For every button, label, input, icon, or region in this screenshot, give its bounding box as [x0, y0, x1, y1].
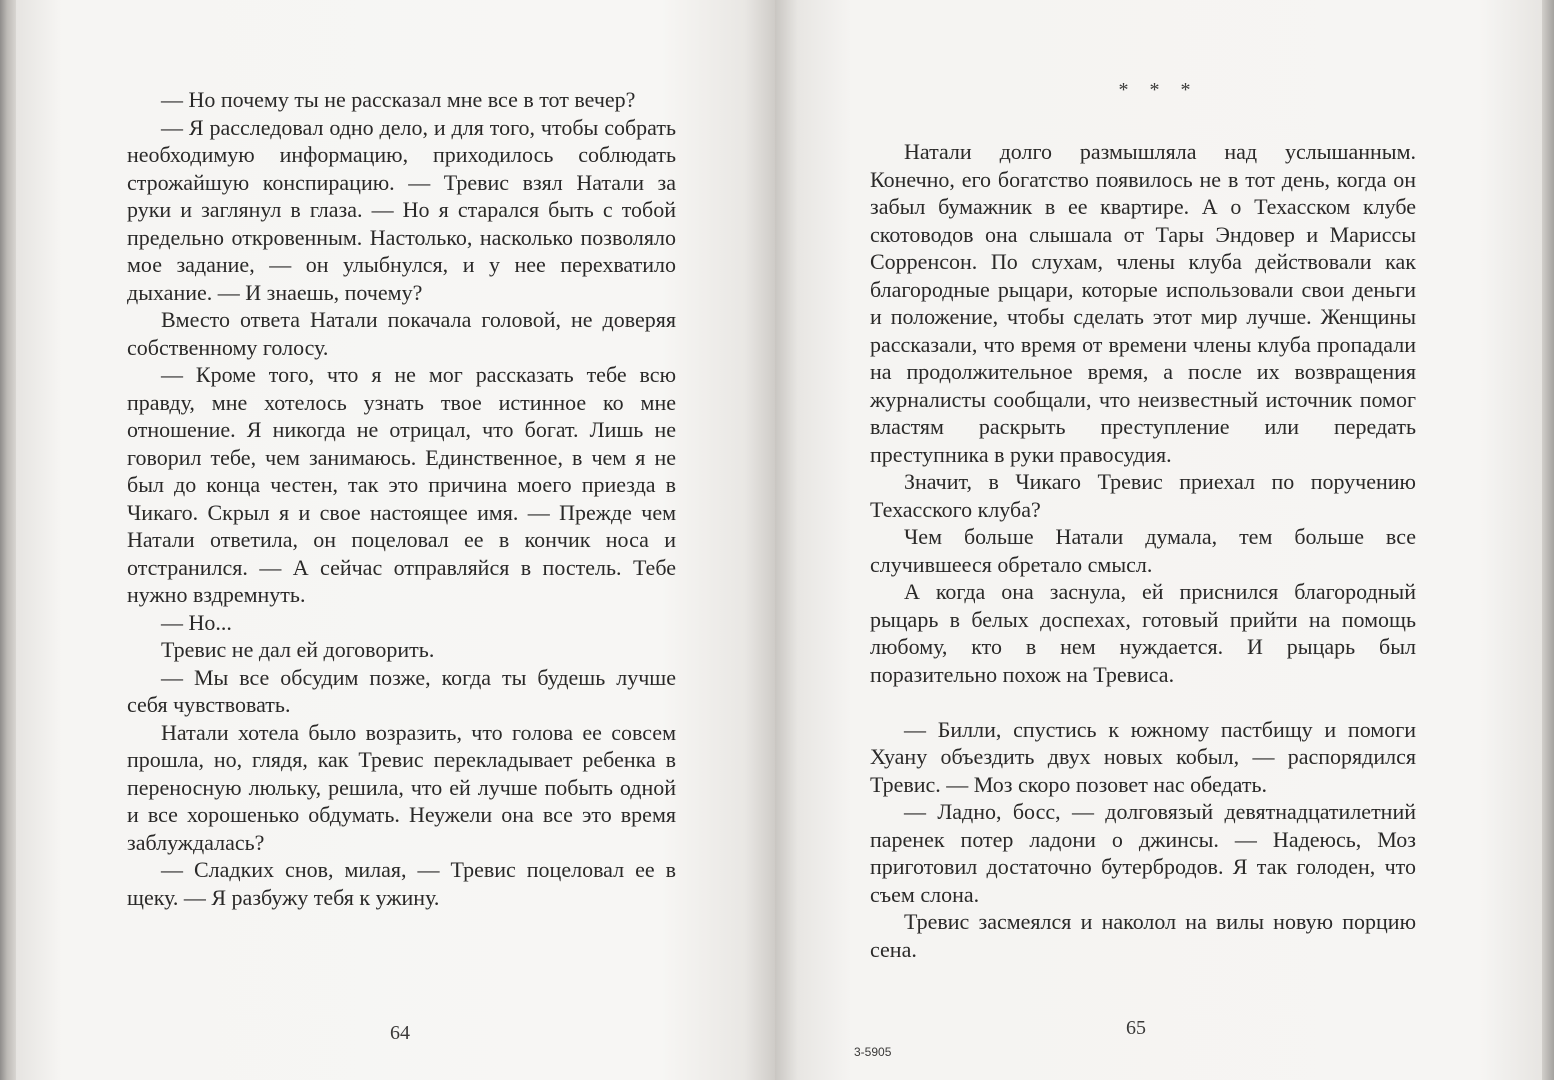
paragraph: Чем больше Натали думала, тем больше все случившееся обретало смысл. — [870, 524, 1416, 577]
page-number-right: 65 — [1126, 1017, 1146, 1039]
paragraph: — Мы все обсудим позже, когда ты будешь лучше себя чувствовать. — [127, 664, 676, 717]
paragraph: Натали хотела было возразить, что голова ее совсем прошла, но, глядя, как Тревис перекладывает ребенка в переносную люльку, решила, что ей лучше побыть одной и все хорошенько обдумать. Неужели она все это время заблуждалась? — [127, 719, 676, 855]
scene-gap — [870, 688, 1416, 716]
right-page — [775, 0, 1542, 1080]
paragraph: — Кроме того, что я не мог рассказать тебе всю правду, мне хотелось узнать твое истинное ко мне отношение. Я никогда не отрицал, что богат. Лишь не говорил тебе, чем занимаюсь. Единственное, в чем я не был до конца честен, так это причина моего приезда в Чикаго. Скрыл я и свое настоящее имя. — Прежде чем Натали ответила, он поцеловал ее в кончик носа и отстранился. — А сейчас отправляйся в постель. Тебе нужно вздремнуть. — [127, 362, 676, 607]
paragraph: — Я расследовал одно дело, и для того, чтобы собрать необходимую информацию, приходилось соблюдать строжайшую конспирацию. — Тревис взял Натали за руки и заглянул в глаза. — Но я старался быть с тобой предельно откровенным. Настолько, насколько позволяло мое задание, — он улыбнулся, и у нее перехватило дыхание. — И знаешь, почему? — [127, 114, 676, 305]
paragraph: Натали долго размышляла над услышанным. Конечно, его богатство появилось не в тот день, когда он забыл бумажник в ее квартире. А о Техасском клубе скотоводов она слышала от Тары Эндовер и Мариссы Сорренсон. По слухам, члены клуба действовали как благородные рыцари, которые использовали свои деньги и положение, чтобы сделать этот мир лучше. Женщины рассказали, что время от времени члены клуба пропадали на продолжительное время, а после их возвращения журналисты сообщали, что неизвестный источник помог властям раскрыть преступление или передать преступника в руки правосудия. — [870, 139, 1416, 467]
paragraph: Вместо ответа Натали покачала головой, не доверяя собственному голосу. — [127, 307, 676, 360]
paragraph: А когда она заснула, ей приснился благородный рыцарь в белых доспехах, готовый прийти на помощь любому, кто в нем нуждается. И рыцарь был поразительно похож на Тревиса. — [870, 579, 1416, 687]
paragraph: — Но почему ты не рассказал мне все в тот вечер? — [161, 87, 636, 112]
page-edges-right — [1542, 0, 1554, 1080]
paragraph: Значит, в Чикаго Тревис приехал по поручению Техасского клуба? — [870, 469, 1416, 522]
left-page — [16, 0, 775, 1080]
paragraph: Тревис не дал ей договорить. — [161, 637, 435, 662]
left-page-text — [127, 86, 676, 911]
page-number-left: 64 — [390, 1022, 410, 1044]
right-page-text — [870, 138, 1416, 963]
paragraph: Тревис засмеялся и наколол на вилы новую порцию сена. — [870, 909, 1416, 962]
paragraph: — Ладно, босс, — долговязый девятнадцатилетний паренек потер ладони о джинсы. — Надеюсь, Моз приготовил достаточно бутербродов. Я так голоден, что съем слона. — [870, 799, 1416, 907]
section-break: * * * — [1118, 79, 1199, 101]
paragraph: — Билли, спустись к южному пастбищу и помоги Хуану объездить двух новых кобыл, — распорядился Тревис. — Моз скоро позовет нас обедать. — [870, 716, 1416, 797]
paragraph: — Но... — [161, 609, 232, 635]
page-edges-left — [0, 0, 16, 1080]
paragraph: — Сладких снов, милая, — Тревис поцеловал ее в щеку. — Я разбужу тебя к ужину. — [127, 857, 676, 910]
signature-mark: 3-5905 — [854, 1045, 892, 1059]
